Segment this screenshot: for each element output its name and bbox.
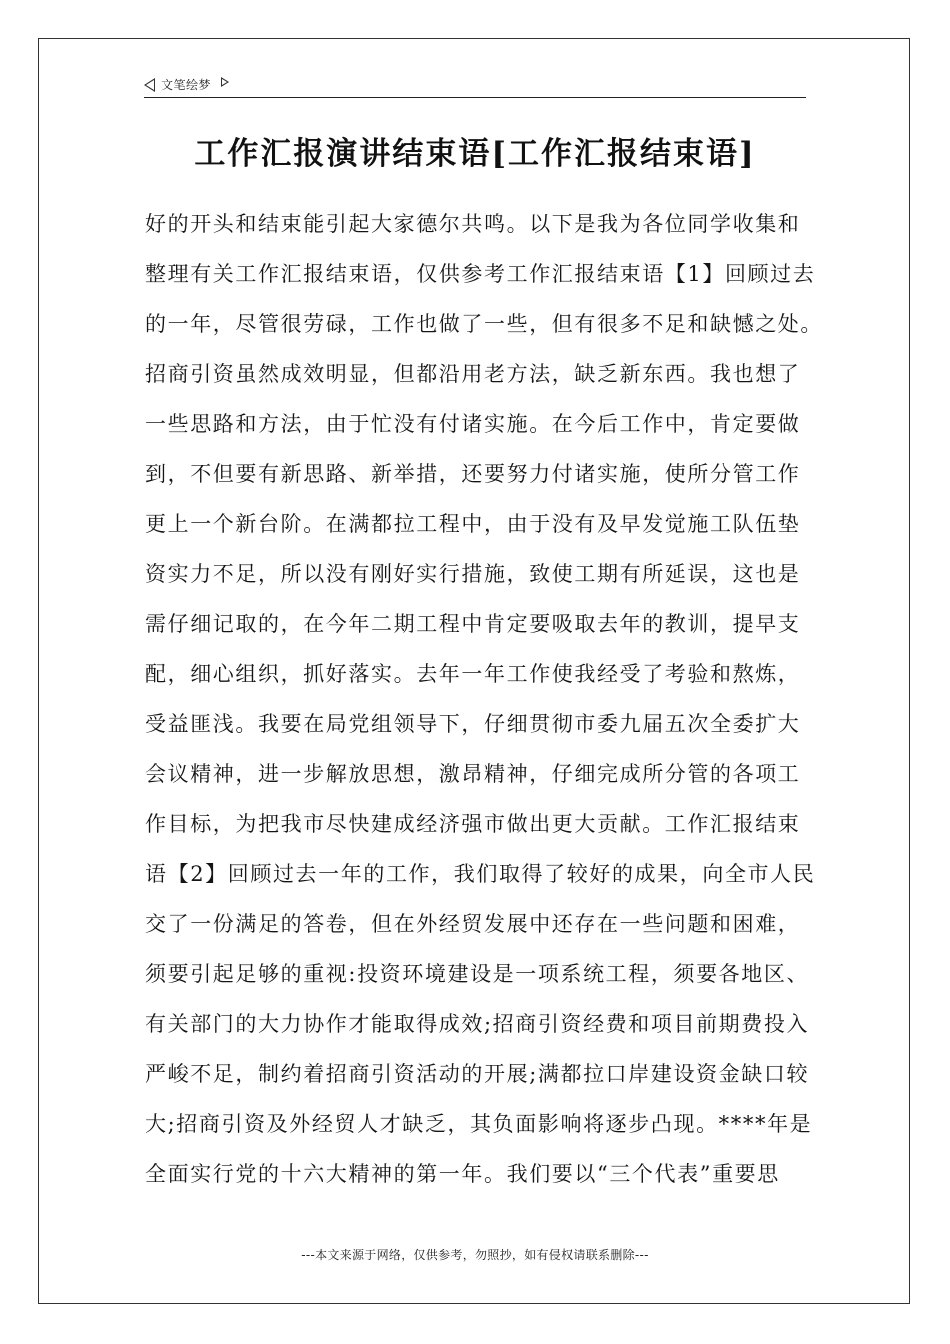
document-body bbox=[145, 204, 825, 1204]
body-line: 须要引起足够的重视:投资环境建设是一项系统工程，须要各地区、 bbox=[145, 962, 810, 986]
body-line: 全面实行党的十六大精神的第一年。我们要以“三个代表”重要思 bbox=[145, 1162, 780, 1186]
page-header bbox=[144, 72, 806, 98]
body-line: 资实力不足，所以没有刚好实行措施，致使工期有所延误，这也是 bbox=[145, 562, 801, 586]
body-line: 交了一份满足的答卷，但在外经贸发展中还存在一些问题和困难， bbox=[145, 912, 801, 936]
header-brand: 文笔绘梦 bbox=[161, 78, 212, 92]
body-line: 招商引资虽然成效明显，但都沿用老方法，缺乏新东西。我也想了 bbox=[145, 362, 801, 386]
body-line: 会议精神，进一步解放思想，激昂精神，仔细完成所分管的各项工 bbox=[145, 762, 801, 786]
body-line: 的一年，尽管很劳碌，工作也做了一些，但有很多不足和缺憾之处。 bbox=[145, 312, 823, 336]
body-line: 严峻不足，制约着招商引资活动的开展;满都拉口岸建设资金缺口较 bbox=[145, 1062, 810, 1086]
body-line: 大;招商引资及外经贸人才缺乏，其负面影响将逐步凸现。****年是 bbox=[145, 1112, 813, 1136]
body-line: 需仔细记取的，在今年二期工程中肯定要吸取去年的教训，提早支 bbox=[145, 612, 801, 636]
body-line: 整理有关工作汇报结束语，仅供参考工作汇报结束语【1】回顾过去 bbox=[145, 262, 816, 286]
page-footer: ---本文来源于网络，仅供参考，勿照抄，如有侵权请联系删除--- bbox=[301, 1248, 649, 1262]
triangle-right-icon bbox=[221, 77, 229, 87]
body-line: 受益匪浅。我要在局党组领导下，仔细贯彻市委九届五次全委扩大 bbox=[145, 712, 801, 736]
triangle-left-icon bbox=[144, 78, 155, 92]
document-title: 工作汇报演讲结束语[工作汇报结束语] bbox=[194, 136, 756, 172]
body-line: 作目标，为把我市尽快建成经济强市做出更大贡献。工作汇报结束 bbox=[145, 812, 801, 836]
body-line: 有关部门的大力协作才能取得成效;招商引资经费和项目前期费投入 bbox=[145, 1012, 810, 1036]
body-line: 语【2】回顾过去一年的工作，我们取得了较好的成果，向全市人民 bbox=[145, 862, 816, 886]
body-line: 配，细心组织，抓好落实。去年一年工作使我经受了考验和熬炼， bbox=[145, 662, 801, 686]
body-line: 好的开头和结束能引起大家德尔共鸣。以下是我为各位同学收集和 bbox=[145, 212, 801, 236]
body-line: 一些思路和方法，由于忙没有付诸实施。在今后工作中，肯定要做 bbox=[145, 412, 801, 436]
body-line: 更上一个新台阶。在满都拉工程中，由于没有及早发觉施工队伍垫 bbox=[145, 512, 801, 536]
body-line: 到，不但要有新思路、新举措，还要努力付诸实施，使所分管工作 bbox=[145, 462, 801, 486]
